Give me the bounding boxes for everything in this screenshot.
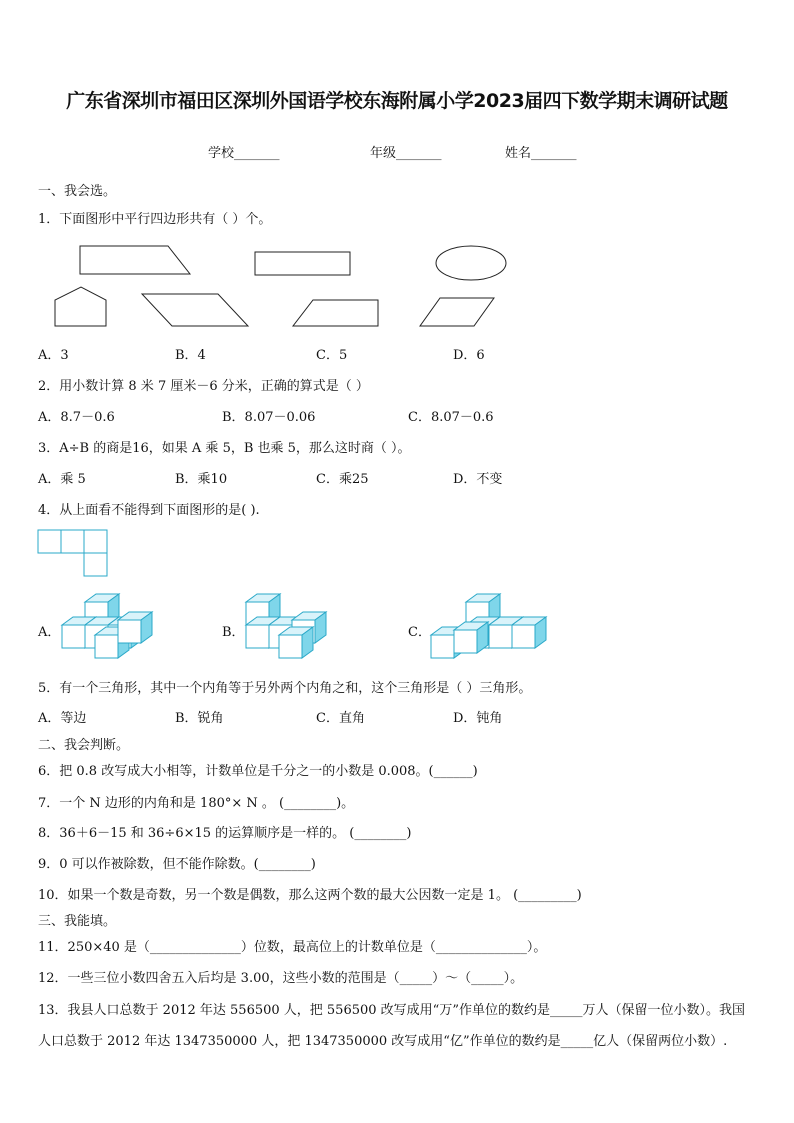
section-3-heading: 三、我能填。 (38, 914, 117, 929)
q3-option-a[interactable]: A．乘 5 (38, 472, 86, 487)
q9-text: 9．0 可以作被除数，但不能作除数。(________) (38, 857, 316, 872)
q2-stem: 2．用小数计算 8 米 7 厘米－6 分米，正确的算式是（ ） (38, 379, 369, 394)
q5-option-d[interactable]: D．钝角 (453, 711, 503, 726)
cube (279, 627, 313, 658)
q4-stem: 4．从上面看不能得到下面图形的是( ). (38, 503, 260, 518)
q1-option-b[interactable]: B．4 (175, 348, 206, 363)
shape-trapezoid (80, 246, 190, 274)
shape-house-pentagon (55, 287, 106, 326)
name-field: 姓名_______ (505, 146, 577, 161)
q13-line-2: 人口总数于 2012 年达 1347350000 人，把 1347350000 改写成用“亿”作单位的数约是_____亿人（保留两位小数）. (38, 1034, 728, 1049)
grade-field: 年级_______ (370, 146, 442, 161)
shape-ellipse (436, 246, 506, 280)
q2-option-b[interactable]: B．8.07－0.06 (222, 410, 316, 425)
shape-parallelogram-1 (142, 294, 248, 326)
q13-line-1: 13．我县人口总数于 2012 年达 556500 人，把 556500 改写成用“万”作单位的数约是_____万人（保留一位小数）。我国 (38, 1003, 745, 1018)
q4-option-a[interactable]: A． (38, 625, 61, 640)
q2-option-a[interactable]: A．8.7－0.6 (38, 410, 115, 425)
q2-option-c[interactable]: C．8.07－0.6 (408, 410, 494, 425)
q7-text: 7．一个 N 边形的内角和是 180°× N 。 (________)。 (38, 796, 355, 811)
school-field: 学校_______ (208, 146, 280, 161)
q3-stem: 3．A÷B 的商是16，如果 A 乘 5，B 也乘 5，那么这时商（ ）。 (38, 441, 411, 456)
page-title: 广东省深圳市福田区深圳外国语学校东海附属小学2023届四下数学期末调研试题 (66, 90, 728, 112)
q1-option-c[interactable]: C．5 (316, 348, 348, 363)
q5-option-a[interactable]: A．等边 (38, 711, 87, 726)
shape-rectangle (255, 252, 350, 275)
q4-cubes-a (58, 590, 198, 670)
cube (118, 612, 152, 643)
cube (454, 622, 488, 653)
q4-option-b[interactable]: B． (222, 625, 245, 640)
q3-option-b[interactable]: B．乘10 (175, 472, 228, 487)
q4-cubes-c (428, 590, 588, 670)
q3-option-c[interactable]: C．乘25 (316, 472, 369, 487)
shape-trapezoid-2 (293, 300, 378, 326)
q1-option-a[interactable]: A．3 (38, 348, 69, 363)
q12-text: 12．一些三位小数四舍五入后均是 3.00，这些小数的范围是（_____）～（_____）。 (38, 971, 524, 986)
q4-top-view-figure (38, 530, 118, 590)
q10-text: 10．如果一个数是奇数，另一个数是偶数，那么这两个数的最大公因数一定是 1。 (_________) (38, 888, 582, 903)
q6-text: 6．把 0.8 改写成大小相等，计数单位是千分之一的小数是 0.008。(______) (38, 764, 478, 779)
q5-option-b[interactable]: B．锐角 (175, 711, 224, 726)
cube (512, 617, 546, 648)
q5-stem: 5．有一个三角形，其中一个内角等于另外两个内角之和，这个三角形是（ ）三角形。 (38, 681, 532, 696)
q1-stem: 1．下面图形中平行四边形共有（ ）个。 (38, 212, 272, 227)
shape-parallelogram-2 (420, 298, 494, 326)
q4-cubes-b (242, 590, 382, 670)
q8-text: 8．36＋6－15 和 36÷6×15 的运算顺序是一样的。 (________) (38, 826, 412, 841)
section-1-heading: 一、我会选。 (38, 184, 117, 199)
section-2-heading: 二、我会判断。 (38, 738, 130, 753)
q11-text: 11．250×40 是（______________）位数，最高位上的计数单位是（______________）。 (38, 940, 547, 955)
q1-shapes (0, 236, 794, 356)
q5-option-c[interactable]: C．直角 (316, 711, 365, 726)
q4-option-c[interactable]: C． (408, 625, 431, 640)
q1-option-d[interactable]: D．6 (453, 348, 485, 363)
q3-option-d[interactable]: D．不变 (453, 472, 503, 487)
